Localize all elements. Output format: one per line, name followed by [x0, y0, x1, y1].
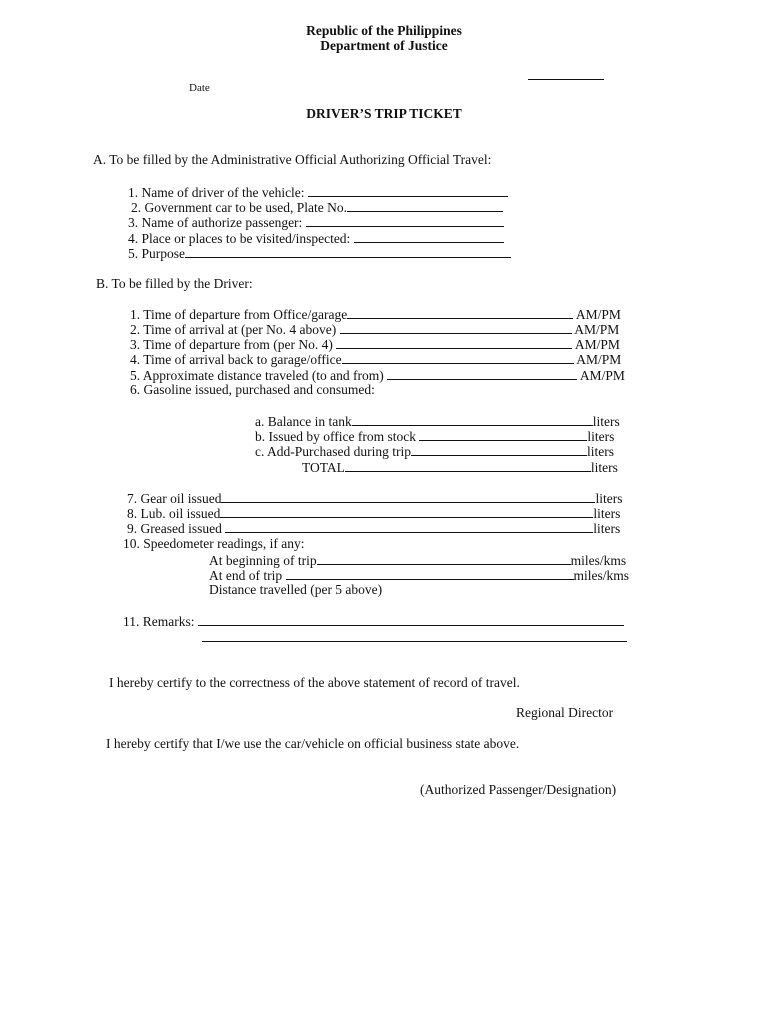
arrival-garage-field[interactable] [342, 351, 574, 364]
purchased-trip-field[interactable] [411, 443, 587, 456]
gear-oil-field[interactable] [221, 490, 595, 503]
section-b-item-11: 11. Remarks: [123, 613, 624, 630]
section-b-item-4: 4. Time of arrival back to garage/office AM/PM [130, 352, 622, 367]
header-department: Department of Justice [320, 38, 448, 53]
section-a-item-1: 1. Name of driver of the vehicle: [128, 184, 508, 201]
certification-official-use: I hereby certify that I/we use the car/vehicle on official business state above. [106, 736, 520, 751]
section-b-item-8: 8. Lub. oil issued liters [127, 506, 621, 521]
date-field-line[interactable] [528, 79, 604, 80]
certification-travel-record: I hereby certify to the correctness of the above statement of record of travel. [109, 675, 520, 690]
section-b-item-1: 1. Time of departure from Office/garage AM/PM [130, 307, 621, 322]
remarks-field-line-1[interactable] [198, 613, 624, 626]
section-b-heading: B. To be filled by the Driver: [96, 276, 253, 291]
lub-oil-field[interactable] [220, 505, 593, 518]
speedo-beginning-field[interactable] [317, 552, 571, 565]
date-label: Date [189, 82, 210, 94]
distance-traveled-field[interactable] [387, 367, 577, 380]
header-republic: Republic of the Philippines [306, 23, 462, 38]
total-gas-field[interactable] [345, 459, 591, 472]
section-b-item-5: 5. Approximate distance traveled (to and from) AM/PM [130, 368, 625, 383]
speedo-end: At end of trip miles/kms [209, 568, 630, 583]
section-b-item-7: 7. Gear oil issued liters [127, 491, 623, 506]
speedo-beginning: At beginning of trip miles/kms [209, 553, 627, 568]
greased-field[interactable] [225, 520, 593, 533]
section-b-item-2: 2. Time of arrival at (per No. 4 above) AM/PM [130, 322, 620, 337]
passenger-name-field[interactable] [306, 214, 504, 227]
gas-item-total: TOTAL liters [302, 460, 618, 475]
section-b-item-6: 6. Gasoline issued, purchased and consumed: [130, 382, 375, 397]
gas-item-issued: b. Issued by office from stock liters [255, 429, 615, 444]
speedo-distance: Distance travelled (per 5 above) [209, 582, 383, 597]
departure-office-field[interactable] [347, 306, 573, 319]
remarks-field-line-2[interactable] [202, 641, 627, 642]
section-a-item-4: 4. Place or places to be visited/inspected: [128, 230, 504, 247]
signatory-regional-director: Regional Director [516, 705, 614, 720]
issued-stock-field[interactable] [419, 428, 587, 441]
section-a-heading: A. To be filled by the Administrative Official Authorizing Official Travel: [93, 152, 492, 167]
purpose-field[interactable] [185, 245, 511, 258]
arrival-destination-field[interactable] [340, 321, 572, 334]
form-title: DRIVER’S TRIP TICKET [306, 106, 462, 121]
section-b-item-10: 10. Speedometer readings, if any: [123, 536, 305, 551]
section-a-item-3: 3. Name of authorize passenger: [128, 214, 504, 231]
section-b-item-3: 3. Time of departure from (per No. 4) AM/PM [130, 337, 620, 352]
driver-name-field[interactable] [308, 184, 508, 197]
speedo-end-field[interactable] [286, 567, 574, 580]
section-a-item-5: 5. Purpose [128, 245, 511, 262]
section-a-item-2: 2. Government car to be used, Plate No. [131, 199, 503, 216]
signatory-authorized-passenger: (Authorized Passenger/Designation) [420, 782, 617, 797]
plate-no-field[interactable] [347, 199, 503, 212]
balance-tank-field[interactable] [352, 413, 593, 426]
gas-item-purchased: c. Add-Purchased during trip liters [255, 444, 614, 459]
gas-item-balance: a. Balance in tank liters [255, 414, 620, 429]
section-b-item-9: 9. Greased issued liters [127, 521, 621, 536]
places-visited-field[interactable] [354, 230, 504, 243]
departure-destination-field[interactable] [336, 336, 572, 349]
